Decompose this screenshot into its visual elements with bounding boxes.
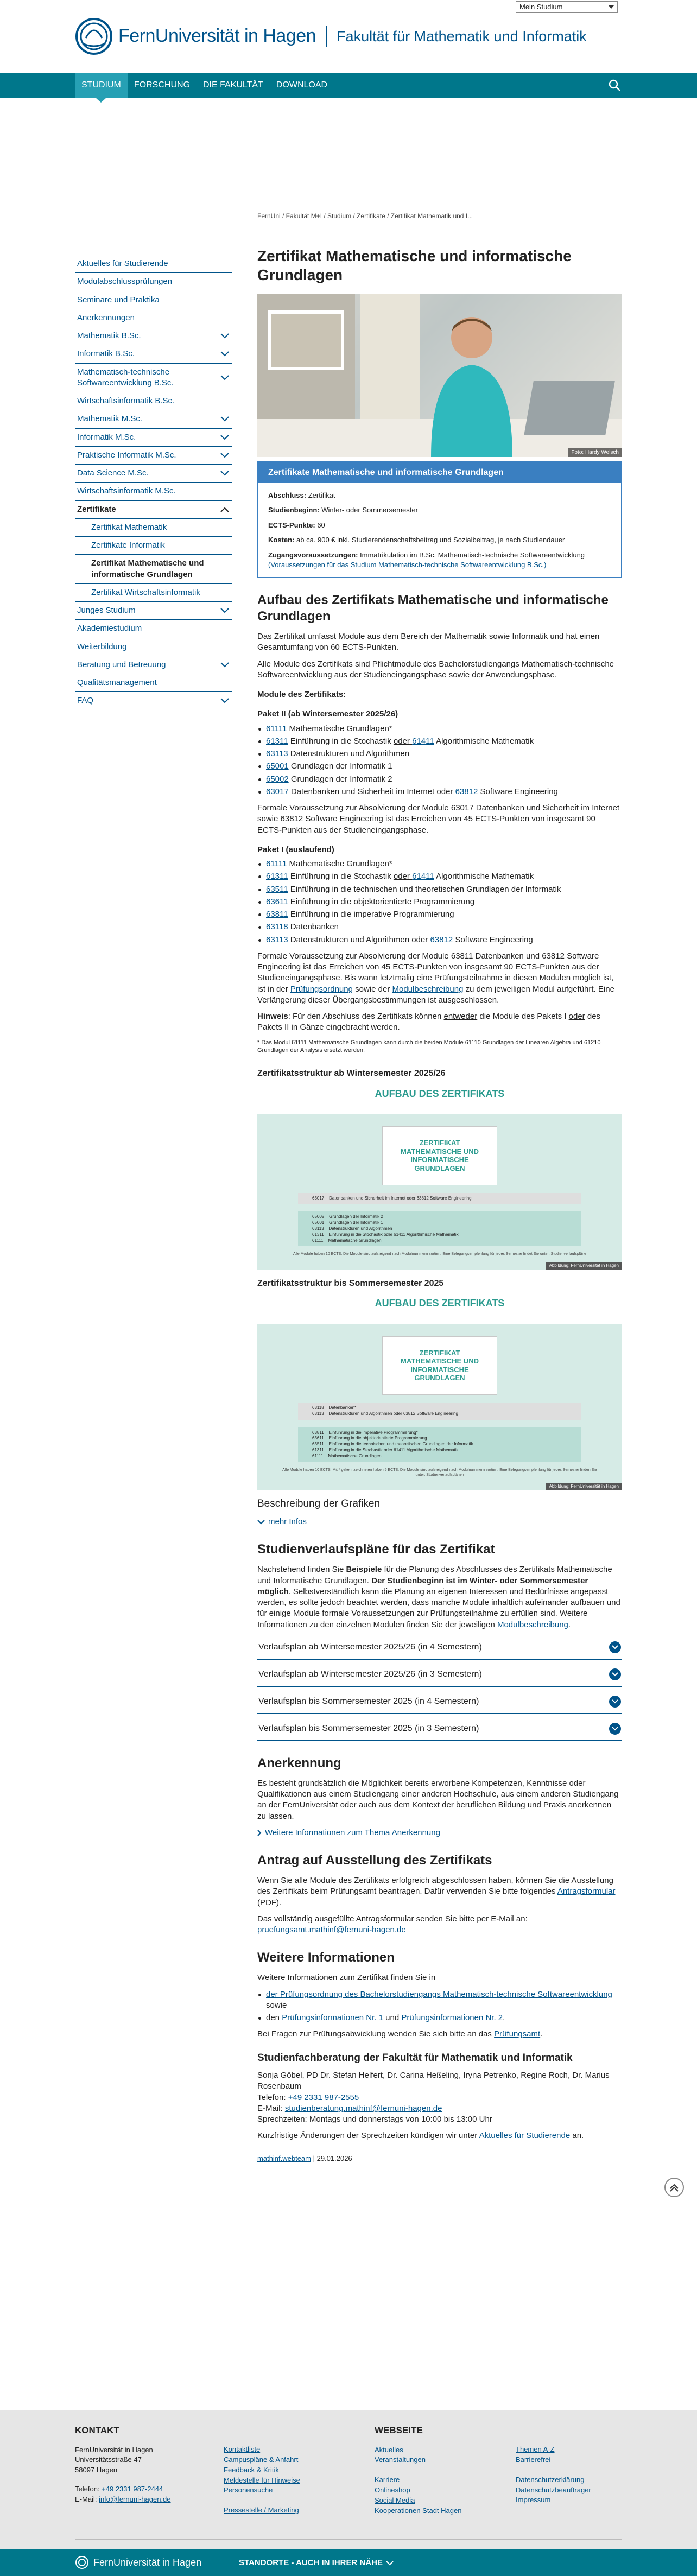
figure-module-line: 63511 Einführung in die technischen und theoretischen Grundlagen der Informatik [312,1442,473,1447]
paket1-list [257,859,622,946]
chevron-down-icon [609,5,614,9]
figure-module-line: 65002 Grundlagen der Informatik 2 [312,1214,383,1220]
sidebar-item-label: Data Science M.Sc. [77,468,149,478]
accordion-toggle[interactable] [609,1696,621,1708]
hero-credit: Foto: Hardy Welsch [568,448,622,458]
verlaufsplan-accordions [257,1636,622,1741]
breadcrumb[interactable]: FernUni / Fakultät M+I / Studium / Zertifikate / Zertifikat Mathematik und I... [257,212,473,220]
sidebar-nav [75,255,232,710]
sidebar-item[interactable] [75,483,232,500]
accordion-toggle[interactable] [609,1668,621,1680]
sidebar-item[interactable] [75,255,232,273]
module-code-link[interactable]: 65002 [266,774,289,784]
footer-link[interactable]: Barrierefrei [516,2455,551,2464]
module-item: 63113 Datenstrukturen und Algorithmen [257,748,622,759]
standorte-toggle[interactable]: STANDORTE - AUCH IN IHRER NÄHE [239,2558,394,2568]
footer-kontakt-heading: KONTAKT [75,2425,119,2435]
pruefungsamt-mail[interactable]: pruefungsamt.mathinf@fernuni-hagen.de [257,1925,406,1935]
footer-link[interactable]: Themen A-Z [516,2445,555,2453]
chevron-down-icon [220,608,229,613]
sidebar-item-label: Informatik M.Sc. [77,432,136,442]
module-code-link[interactable]: 63611 [266,897,288,906]
logo-separator [326,26,327,47]
sidebar-item[interactable] [75,447,232,465]
fernuni-logo-mark [75,2555,89,2569]
sidebar-item[interactable] [75,345,232,363]
footer-link[interactable]: Kontaktliste [224,2445,261,2453]
person-illustration [420,305,523,457]
verlaufsplan-accordion[interactable] [257,1690,622,1714]
module-code-link[interactable]: 63113 [266,935,288,944]
fig1-title: AUFBAU DES ZERTIFIKATS [375,1088,505,1099]
aufbau-p2: Alle Module des Zertifikats sind Pflichtmodule des Bachelorstudiengangs Mathematisch-technische Softwareentwicklung aus der Studieneingangsphase sowie der Anwendungsphase. [257,659,614,680]
sidebar-item-label: Qualitätsmanagement [77,678,157,687]
anerkennung-heading: Anerkennung [257,1755,341,1771]
select-value: Mein Studium [519,3,563,11]
fig1-note: Alle Module haben 10 ECTS. Die Module sind aufsteigend nach Modulnummern sortiert. Eine Belegungsempfehlung für jedes Semester findet Sie unter: Studienverlaufspläne [293,1252,587,1257]
fig2-title: AUFBAU DES ZERTIFIKATS [375,1298,505,1309]
info-abschluss: Abschluss: Zertifikat [268,491,335,499]
mehr-infos-toggle[interactable]: mehr Infos [257,1517,622,1527]
chevron-down-icon [612,1672,618,1677]
accordion-label: Verlaufsplan ab Wintersemester 2025/26 (in 4 Semestern) [258,1642,482,1652]
footer-link[interactable]: Onlineshop [375,2486,410,2495]
module-item: 63113 Datenstrukturen und Algorithmen oder 63812 Software Engineering [257,935,622,946]
chevron-down-icon [612,1699,618,1704]
studienfach-contact: Sonja Göbel, PD Dr. Stefan Helfert, Dr. Carina Heßeling, Iryna Petrenko, Regine Roch, Dr. Marius Rosenbaum Telefon: +49 2331 987-2555 E-Mail: studienberatung.mathinf@fernuni-hagen.de Sprechzeiten: Montags und donnerstags von 10:00 bis 13:00 Uhr [257,2071,610,2124]
chevron-down-icon [220,662,229,668]
footer-link[interactable]: Meldestelle für Hinweise [224,2476,300,2484]
figure-module-line: 63113 Datenstrukturen und Algorithmen [312,1226,392,1231]
anerkennung-link-row[interactable] [257,1828,622,1838]
pruefungsinfo-2-link[interactable]: Prüfungsinformationen Nr. 2 [401,2013,503,2023]
sidebar-item-label: Wirtschaftsinformatik M.Sc. [77,486,176,496]
footer-link[interactable]: Veranstaltungen [375,2456,426,2464]
info-zugang: Zugangsvoraussetzungen: Immatrikulation im B.Sc. Mathematisch-technische Softwareentwicklung (Voraussetzungen für das Studium Mathematisch-technische Softwareentwicklung B.Sc.) [268,550,585,569]
module-code-link[interactable]: 61411 [412,736,434,746]
fernuni-logo-mark [75,17,113,55]
sidebar-item[interactable] [75,465,232,483]
logo-name: FernUniversität in Hagen [118,26,316,47]
footer-link[interactable]: Personensuche [224,2486,273,2495]
hinweis: Hinweis: Für den Abschluss des Zertifikats können entweder die Module des Pakets I oder des Pakets II in Gänze eingebracht werden. [257,1012,601,1032]
chevron-down-icon [220,435,229,440]
sidebar-item-label: FAQ [77,696,94,706]
fig2-heading: Zertifikatsstruktur bis Sommersemester 2025 [257,1278,444,1288]
footer-phone[interactable]: +49 2331 987-2444 [102,2485,163,2493]
info-box-heading: Zertifikate Mathematische und informatische Grundlagen [258,462,621,483]
pruefungsordnung-link[interactable]: Prüfungsordnung [290,984,353,994]
nav-item-download[interactable]: DOWNLOAD [276,80,328,90]
sidebar-item[interactable] [75,410,232,428]
footnote: * Das Modul 61111 Mathematische Grundlagen kann durch die beiden Module 61110 Grundlagen der Linearen Algebra und 61210 Grundlagen der Analysis ersetzt werden. [257,1039,601,1054]
chevron-down-icon [612,1645,618,1649]
pruefungsordnung-bsc-link[interactable]: der Prüfungsordnung des Bachelorstudiengangs Mathematisch-technische Softwareentwicklung [266,1989,612,1999]
verlaufsplan-accordion[interactable] [257,1636,622,1660]
module-code-link[interactable]: 61411 [412,872,434,881]
paket2-list [257,724,622,798]
sidebar-item[interactable] [75,291,232,309]
footer-links-5 [516,2475,619,2506]
footer-links-2 [375,2445,505,2466]
figure-module-line: 61311 Einführung in die Stochastik oder 61411 Algorithmische Mathematik [312,1447,459,1452]
verlauf-heading: Studienverlaufspläne für das Zertifikat [257,1542,495,1557]
module-item: 65002 Grundlagen der Informatik 2 [257,774,622,785]
module-code-link[interactable]: 63118 [266,922,288,932]
figure-module-line: 65001 Grundlagen der Informatik 1 [312,1220,383,1226]
sidebar-item-label: Zertifikat Mathematik [91,522,167,532]
figure-module-line: 63811 Einführung in die imperative Programmierung* [312,1430,418,1435]
sidebar-item-label: Mathematisch-technische Softwareentwicklung B.Sc. [77,367,174,388]
list-item: der Prüfungsordnung des Bachelorstudiengangs Mathematisch-technische Softwareentwicklung sowie [257,1989,622,2012]
module-code-link[interactable]: 63811 [266,910,288,919]
sidebar-item-label: Beratung und Betreuung [77,659,166,669]
chevron-down-icon [220,453,229,458]
figure-module-line: 61311 Einführung in die Stochastik oder 61411 Algorithmische Mathematik [312,1232,459,1237]
weitere-text: Weitere Informationen zum Zertifikat finden Sie in [257,1973,436,1983]
sidebar-item-label: Anerkennungen [77,313,135,322]
sidebar-item-label: Zertifikate Informatik [91,541,165,550]
footer-links-4 [516,2445,619,2465]
site-header [0,0,697,73]
sidebar-item[interactable] [75,537,232,555]
module-item: 63611 Einführung in die objektorientierte Programmierung [257,897,622,908]
weitere-text-2: Bei Fragen zur Prüfungsabwicklung wenden Sie sich bitte an das Prüfungsamt. [257,2029,543,2039]
figure-module-line: 63017 Datenbanken und Sicherheit im Internet oder 63812 Software Engineering [312,1195,472,1201]
pruefungsamt-link[interactable]: Prüfungsamt [494,2029,541,2039]
figure-module-line: 61111 Mathematische Grundlagen [312,1238,382,1243]
module-code-link[interactable]: 61311 [266,736,288,746]
sidebar-item-label: Aktuelles für Studierende [77,259,168,268]
beschreibung-heading: Beschreibung der Grafiken [257,1498,381,1510]
antrag-text: Wenn Sie alle Module des Zertifikats erfolgreich abgeschlossen haben, können Sie die Ausstellung des Zertifikats beim Prüfungsamt beantragen. Dafür verwenden Sie bitte folgendes Antragsformular (PDF). [257,1876,616,1907]
chevron-down-icon [220,375,229,380]
accordion-label: Verlaufsplan ab Wintersemester 2025/26 (in 3 Semestern) [258,1670,482,1679]
sidebar-item[interactable] [75,519,232,537]
sidebar-item-label: Akademiestudium [77,624,142,633]
nav-item-die-fakultät[interactable]: DIE FAKULTÄT [203,80,263,90]
pruefungsinfo-1-link[interactable]: Prüfungsinformationen Nr. 1 [282,2013,383,2023]
sidebar-item[interactable] [75,656,232,674]
footer-contact: Telefon: +49 2331 987-2444 E-Mail: info@fernuni-hagen.de [75,2485,171,2504]
aktuelles-link[interactable]: Aktuelles für Studierende [479,2131,571,2141]
sidebar-item[interactable] [75,620,232,638]
sidebar-item-label: Zertifikate [77,504,116,514]
sidebar-item-label: Wirtschaftsinformatik B.Sc. [77,396,175,405]
sidebar-item-label: Mathematik M.Sc. [77,414,143,424]
main-nav [0,73,697,98]
sidebar-item[interactable] [75,364,232,393]
figure-module-line: 63611 Einführung in die objektorientierte Programmierung [312,1436,427,1441]
antragsformular-link[interactable]: Antragsformular [557,1887,616,1896]
chevron-up-icon [220,507,229,512]
accordion-label: Verlaufsplan bis Sommersemester 2025 (in 4 Semestern) [258,1697,479,1706]
sidebar-item[interactable] [75,309,232,327]
footer-logo[interactable]: FernUniversität in Hagen [75,2555,201,2569]
chevron-down-icon [220,333,229,339]
verlaufsplan-accordion[interactable] [257,1663,622,1687]
footer-address: FernUniversität in Hagen Universitätsstraße 47 58097 Hagen [75,2445,153,2475]
footer-link[interactable]: Campuspläne & Anfahrt [224,2455,299,2464]
module-code-link[interactable]: 61111 [266,859,287,869]
module-code-link[interactable]: 61111 [266,724,287,733]
aufbau-p3: Formale Voraussetzung zur Absolvierung der Module 63017 Datenbanken und Sicherheit im Internet sowie 63812 Software Engineering ist das Erreichen von 45 ECTS-Punkten von insgesamt 90 ECTS-Punkten aus der Studieneingangsphase. [257,803,620,835]
footer-links-1 [224,2445,354,2496]
fig2-note: Alle Module haben 10 ECTS. Mit * gekennzeichneten haben 5 ECTS. Die Module sind aufsteigend nach Modulnummern sortiert. Eine Belegungsempfehlung für jedes Semester finden Sie unter: Studienverlaufsplänen [282,1468,597,1477]
footer-link[interactable]: Pressestelle / Marketing [224,2506,299,2515]
faculty-name: Fakultät für Mathematik und Informatik [337,28,587,45]
figure-module-line: 63113 Datenstrukturen und Algorithmen oder 63812 Software Engineering [312,1411,458,1416]
aufbau-p4: Formale Voraussetzung zur Absolvierung der Module 63811 Datenbanken und 63812 Software Engineering ist das Erreichen von 45 ECTS-Punkten von insgesamt 90 ECTS-Punkten aus der Studieneingangsphase. Bis wann letztmalig eine Prüfungsteilnahme in diesen Modulen möglich ist, ist in der Prüfungsordnung sowie der Modulbeschreibung zu dem jeweiligen Modul aufgeführt. Eine Verlängerung dieser Übergangsbestimmungen ist ausgeschlossen. [257,951,614,1005]
fig1-certificate: ZERTIFIKAT MATHEMATISCHE UND INFORMATISCHE GRUNDLAGEN [382,1126,497,1185]
footer-link[interactable]: Datenschutzerklärung [516,2475,585,2484]
footer-bar [0,2549,697,2576]
sidebar-item[interactable] [75,429,232,447]
module-item: 61111 Mathematische Grundlagen* [257,724,622,734]
fig1-band-lower [298,1211,581,1246]
module-code-link[interactable]: 63812 [455,786,478,796]
module-code-link[interactable]: 63017 [266,786,289,796]
sidebar-item-label: Seminare und Praktika [77,295,160,304]
footer-mail[interactable]: info@fernuni-hagen.de [99,2495,171,2504]
anerkennung-text: Es besteht grundsätzlich die Möglichkeit bereits erworbene Kompetenzen, Kenntnisse oder Qualifikationen aus einem Studiengang einer anderen Hochschule, aus einem anderen Studiengang an der FernUniversität oder auch aus dem Kontext der beruflichen Bildung und Praxis anerkennen zu lassen. [257,1778,619,1821]
back-to-top-button[interactable] [664,2178,684,2197]
info-studienbeginn: Studienbeginn: Winter- oder Sommersemester [268,506,418,515]
sidebar-item-label: Weiterbildung [77,642,127,651]
studienfach-kurz: Kurzfristige Änderungen der Sprechzeiten kündigen wir unter Aktuelles für Studierende an. [257,2131,584,2141]
sidebar-item-label: Praktische Informatik M.Sc. [77,450,176,460]
footer-link[interactable]: Kooperationen Stadt Hagen [375,2506,462,2515]
footer-links-3 [375,2475,505,2516]
weitere-list [257,1989,622,2024]
chevron-down-icon [220,471,229,476]
chevron-right-icon [257,1830,262,1836]
studienfach-phone[interactable]: +49 2331 987-2555 [288,2092,359,2102]
sidebar-item[interactable] [75,555,232,584]
arrow-up-icon [666,2179,683,2196]
chevron-down-icon [257,1520,265,1525]
sidebar-item[interactable] [75,392,232,410]
footer-link[interactable]: Aktuelles [375,2445,403,2454]
module-item: 63811 Einführung in die imperative Programmierung [257,909,622,920]
verlauf-text: Nachstehend finden Sie Beispiele für die Planung des Abschlusses des Zertifikats Mathematische und Informatische Grundlagen. Der Studienbeginn ist im Winter- oder Sommersemester möglich. Selbstverständlich kann die Planung an eigenen Interessen und Bedürfnisse angepasst werden, es sollte jedoch beachtet werden, dass manche Module inhaltlich aufeinander aufbauen und für einige Module formale Voraussetzungen zur Prüfungsteilnahme zu erfüllen sind. Weitere Informationen zu den einzelnen Modulen finden Sie der jeweiligen Modulbeschreibung. [257,1565,620,1629]
sidebar-item[interactable] [75,327,232,345]
aufbau-heading: Aufbau des Zertifikats Mathematische und informatische Grundlagen [257,593,609,624]
sidebar-item-label: Junges Studium [77,606,136,615]
sidebar-item-label: Mathematik B.Sc. [77,331,141,340]
modulbeschreibung-link-2[interactable]: Modulbeschreibung [497,1620,568,1629]
footer-divider [75,2539,622,2540]
sidebar-item-label: Zertifikat Mathematische und informatische Grundlagen [91,559,204,579]
figure-structure-ss2025 [257,1297,622,1490]
zugang-link[interactable]: (Voraussetzungen für das Studium Mathematisch-technische Softwareentwicklung B.Sc.) [268,560,547,569]
paket2-heading: Paket II (ab Wintersemester 2025/26) [257,709,398,719]
footer-link[interactable]: Impressum [516,2496,551,2504]
sidebar-item[interactable] [75,692,232,710]
module-code-link[interactable]: 63812 [430,935,453,944]
module-item: 61311 Einführung in die Stochastik oder 61411 Algorithmische Mathematik [257,871,622,882]
studienfach-mail[interactable]: studienberatung.mathinf@fernuni-hagen.de [284,2103,442,2113]
site-logo[interactable] [75,17,587,55]
sidebar-item-label: Zertifikat Wirtschaftsinformatik [91,587,200,597]
footer-link[interactable]: Social Media [375,2496,415,2505]
sidebar-item-label: Informatik B.Sc. [77,349,135,359]
antrag-heading: Antrag auf Ausstellung des Zertifikats [257,1853,492,1868]
module-code-link[interactable]: 63113 [266,749,288,759]
accordion-toggle[interactable] [609,1723,621,1735]
sidebar-item[interactable] [75,638,232,656]
footer-link[interactable]: Karriere [375,2476,400,2484]
sidebar-item[interactable] [75,273,232,291]
sidebar-item[interactable] [75,501,232,519]
paket1-heading: Paket I (auslaufend) [257,845,334,854]
footer-link[interactable]: Feedback & Kritik [224,2465,279,2474]
figure-structure-ws2025 [257,1087,622,1270]
modulbeschreibung-link[interactable]: Modulbeschreibung [392,984,464,994]
webteam-link[interactable]: mathinf.webteam [257,2154,311,2162]
sidebar-item[interactable] [75,674,232,692]
info-box [257,461,622,578]
anerkennung-link[interactable]: Weitere Informationen zum Thema Anerkennung [265,1828,440,1837]
info-ects: ECTS-Punkte: 60 [268,521,325,529]
nav-item-studium[interactable]: STUDIUM [75,73,128,98]
module-item: 61311 Einführung in die Stochastik oder 61411 Algorithmische Mathematik [257,736,622,747]
weitere-heading: Weitere Informationen [257,1950,395,1965]
verlaufsplan-accordion[interactable] [257,1717,622,1741]
module-item: 65001 Grundlagen der Informatik 1 [257,761,622,772]
accordion-label: Verlaufsplan bis Sommersemester 2025 (in 3 Semestern) [258,1724,479,1734]
fig1-heading: Zertifikatsstruktur ab Wintersemester 2025/26 [257,1069,446,1078]
module-item: 63017 Datenbanken und Sicherheit im Internet oder 63812 Software Engineering [257,786,622,797]
hero-image [257,294,622,457]
antrag-text-2: Das vollständig ausgefüllte Antragsformular senden Sie bitte per E-Mail an: pruefungsamt.mathinf@fernuni-hagen.de [257,1914,528,1935]
sidebar-item[interactable] [75,602,232,620]
module-item: 63511 Einführung in die technischen und theoretischen Grundlagen der Informatik [257,884,622,895]
chevron-down-icon [220,698,229,703]
fig1-band-upper [298,1193,581,1204]
main-content [257,212,622,2168]
module-item: 61111 Mathematische Grundlagen* [257,859,622,870]
chevron-down-icon [220,416,229,422]
studienfach-heading: Studienfachberatung der Fakultät für Mathematik und Informatik [257,2052,573,2064]
mein-studium-select[interactable] [516,1,618,13]
chevron-down-icon [386,2561,394,2566]
module-code-link[interactable]: 63511 [266,884,288,894]
chevron-down-icon [220,351,229,357]
module-label: Module des Zertifikats: [257,690,346,700]
fig2-credit: Abbildung: FernUniversität in Hagen [546,1483,622,1491]
search-icon[interactable] [608,79,621,92]
accordion-toggle[interactable] [609,1641,621,1653]
figure-module-line: 63118 Datenbanken* [312,1405,357,1410]
sidebar-item[interactable] [75,584,232,602]
chevron-down-icon [612,1727,618,1731]
list-item: den Prüfungsinformationen Nr. 1 und Prüfungsinformationen Nr. 2. [257,2013,622,2023]
module-code-link[interactable]: 61311 [266,872,288,881]
nav-item-forschung[interactable]: FORSCHUNG [134,80,190,90]
fig1-credit: Abbildung: FernUniversität in Hagen [546,1262,622,1270]
info-kosten: Kosten: ab ca. 900 € inkl. Studierendenschaftsbeitrag und Sozialbeitrag, je nach Studiendauer [268,536,565,544]
fig2-band-upper [298,1403,581,1420]
page-title: Zertifikat Mathematische und informatische Grundlagen [257,248,572,284]
module-code-link[interactable]: 65001 [266,762,289,771]
footer-link[interactable]: Datenschutzbeauftrager [516,2485,591,2494]
aufbau-p1: Das Zertifikat umfasst Module aus dem Bereich der Mathematik sowie Informatik und hat einen Gesamtumfang von 60 ECTS-Punkten. [257,632,600,652]
fig2-certificate: ZERTIFIKAT MATHEMATISCHE UND INFORMATISCHE GRUNDLAGEN [382,1336,497,1395]
page-meta: mathinf.webteam | 29.01.2026 [257,2154,352,2162]
sidebar-item-label: Modulabschlussprüfungen [77,277,173,287]
fig2-band-lower [298,1427,581,1462]
figure-module-line: 61111 Mathematische Grundlagen [312,1453,382,1458]
footer-webseite-heading: WEBSEITE [375,2425,423,2435]
module-item: 63118 Datenbanken [257,922,622,932]
